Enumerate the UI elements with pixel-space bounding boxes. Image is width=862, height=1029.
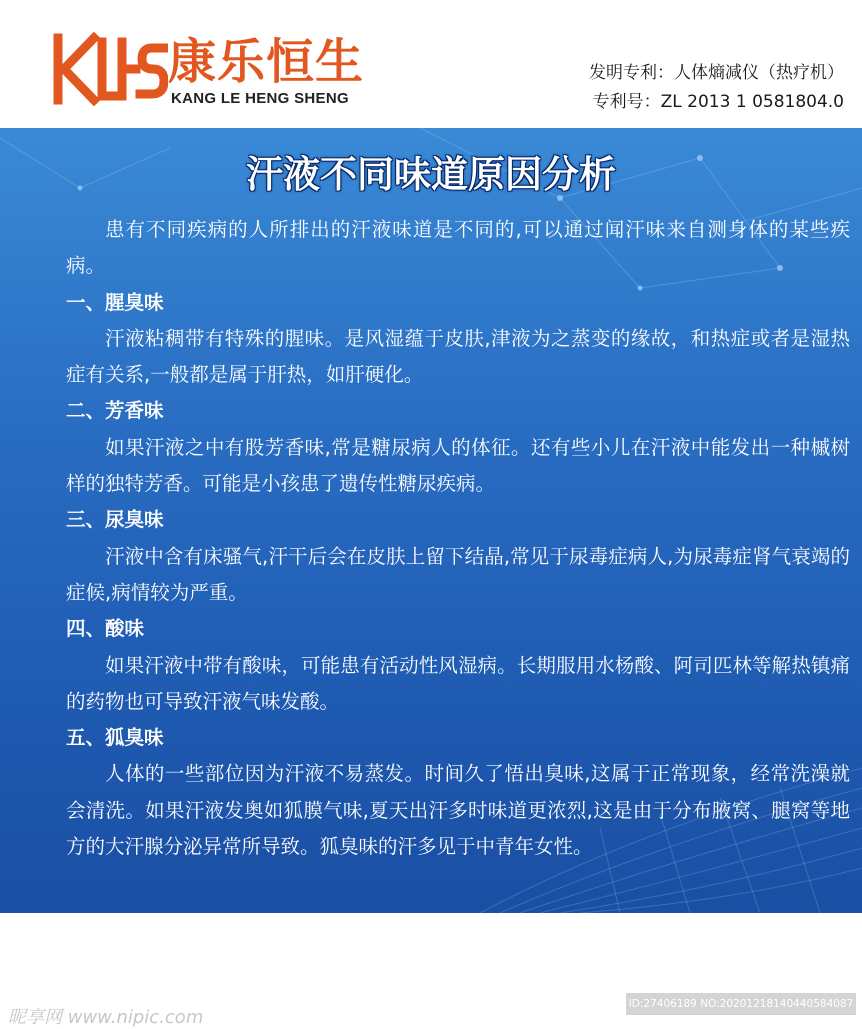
patent-name: 发明专利：人体熵减仪（热疗机）: [589, 63, 844, 83]
section-heading: 三、尿臭味: [66, 508, 164, 532]
site-watermark: 昵享网 www.nipic.com: [8, 1007, 204, 1028]
intro-paragraph: 患有不同疾病的人所排出的汗液味道是不同的,可以通过闻汗味来自测身体的某些疾病。: [66, 218, 850, 278]
section-heading: 一、腥臭味: [66, 290, 164, 314]
khs-logo-icon: [50, 32, 168, 106]
section-heading: 四、酸味: [66, 617, 145, 641]
header: [0, 0, 862, 128]
article-body: [66, 212, 850, 865]
section-paragraph: 汗液中含有床骚气,汗干后会在皮肤上留下结晶,常见于尿毒症病人,为尿毒症肾气衰竭的症候,病情较为严重。: [66, 544, 850, 604]
section-paragraph: 汗液粘稠带有特殊的腥味。是风湿蕴于皮肤,津液为之蒸变的缘故，和热症或者是湿热症有关系,一般都是属于肝热，如肝硬化。: [66, 326, 850, 387]
section-paragraph: 如果汗液中带有酸味，可能患有活动性风湿病。长期服用水杨酸、阿司匹林等解热镇痛的药物也可导致汗液气味发酸。: [66, 653, 850, 713]
brand-english-name: KANG LE HENG SHENG: [171, 90, 349, 107]
section-heading: 五、狐臭味: [66, 726, 164, 750]
section-paragraph: 如果汗液之中有股芳香味,常是糖尿病人的体征。还有些小儿在汗液中能发出一种槭树样的独特芳香。可能是小孩患了遗传性糖尿疾病。: [66, 435, 850, 496]
article-title: 汗液不同味道原因分析: [246, 153, 616, 196]
brand-chinese-name: 康乐恒生: [168, 34, 365, 90]
image-id-watermark: ID:27406189 NO:20201218140440584087: [626, 993, 856, 1015]
patent-number: 专利号：ZL 2013 1 0581804.0: [592, 92, 844, 112]
footer: [0, 913, 862, 1028]
section-paragraph: 人体的一些部位因为汗液不易蒸发。时间久了悟出臭味,这属于正常现象，经常洗澡就会清洗。如果汗液发奥如狐膜气味,夏天出汗多时味道更浓烈,这是由于分布腋窝、腿窝等地方的大汗腺分泌异常所导致。狐臭味的汗多见于中青年女性。: [66, 762, 850, 859]
section-heading: 二、芳香味: [66, 399, 164, 423]
article-panel: [0, 128, 862, 913]
